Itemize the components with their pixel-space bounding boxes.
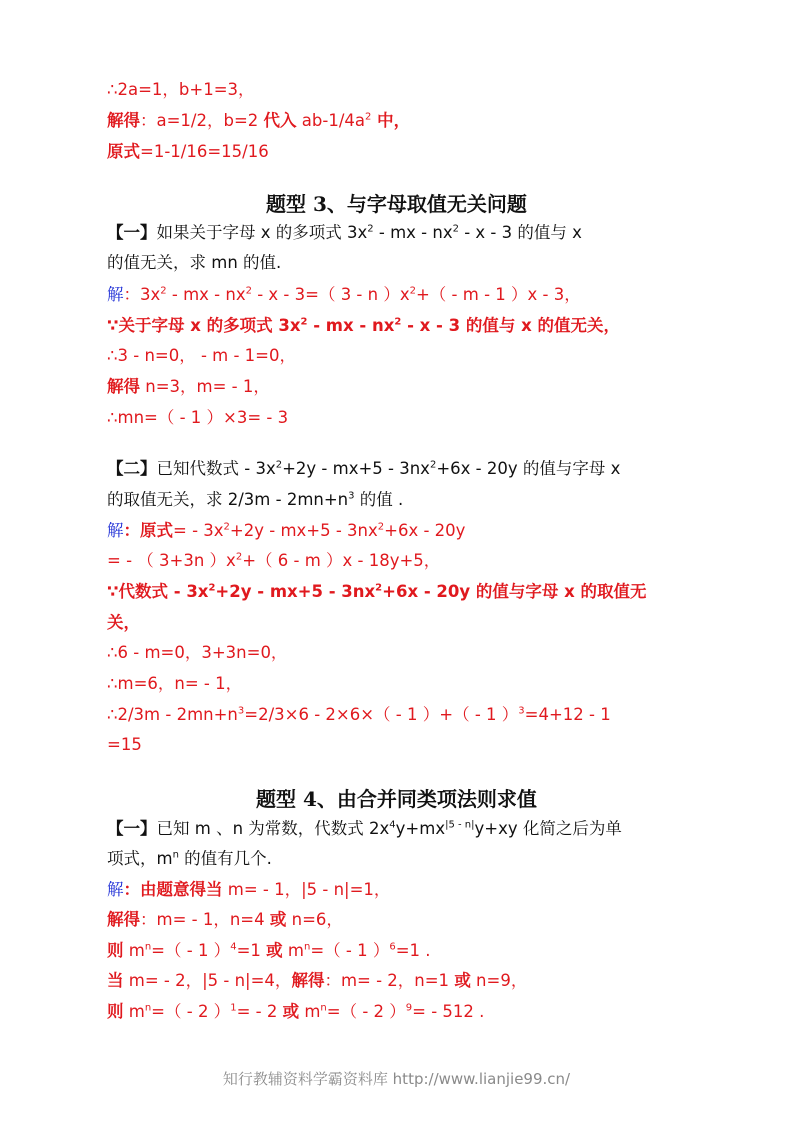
sec3-a1-line-3: ∴3 - n=0， - m - 1=0， [107, 346, 297, 365]
sec3-q2-line-1: 【二】已知代数式 - $3x^2+2y - mx+5 - 3nx^2+6x - 20y$ 的值与字母 x [107, 459, 621, 478]
sec3-q1-line-1: 【一】如果关于字母 x 的多项式 $3x^2$ - mx - $nx^2$ - x - 3 的值与 x [107, 223, 582, 242]
sec3-q2-line-2: 的取值无关，求 $2/3m - 2mn+n^3$ 的值 . [107, 490, 404, 509]
sec4-a1-line-5: 则 $m^n=( - 2$ ）$^1$= - 2 或 $m^n=( - 2$ ）$^9$= - 512 . [107, 1002, 485, 1021]
sec3-a1-line-4: 解得 n=3，m= - 1， [107, 377, 270, 396]
sec4-a1-line-2: 解得：m= - 1，n=4 或 n=6， [107, 910, 343, 929]
sec3-a2-line-2: = - （ 3+3n ）$x^2+$（ 6 - m ）x - 18y+5， [107, 551, 441, 570]
sec3-a2-line-5: ∴6 - m=0，3+3n=0， [107, 643, 288, 662]
sec3-a1-line-2: ∵关于字母 x 的多项式 $3x^2$ - mx - $nx^2$ - x - 3 的值与 x 的值无关， [107, 316, 621, 335]
sec3-a2-line-1: 解：原式= - $3x^2+2y - mx+5 - 3nx^2+6x - 20y$ [107, 521, 466, 540]
sec3-a2-line-4: 关， [107, 613, 140, 632]
sec3-a2-line-8: =15 [107, 735, 142, 754]
section-3-title: 题型 3、与字母取值无关问题 [266, 192, 527, 216]
sec4-a1-line-1: 解：由题意得当 m= - 1，|5 - n|=1， [107, 880, 391, 899]
sec2-line-1: ∴2a=1，b+1=3， [107, 80, 255, 99]
sec4-a1-line-3: 则 $m^n=( - 1$ ）$^4$=1 或 $m^n=( - 1$ ）$^6$=1 . [107, 941, 431, 960]
sec3-a2-line-3: ∵代数式 - $3x^2+2y - mx+5 - 3nx^2+6x - 20y$ 的值与字母 x 的取值无 [107, 582, 647, 601]
sec2-line-3: 原式=1-1/16=15/16 [107, 142, 269, 161]
sec3-a2-line-6: ∴m=6，n= - 1， [107, 674, 243, 693]
footer-source: 知行教辅资料学霸资料库 http://www.lianjie99.cn/ [222, 1070, 571, 1088]
sec3-a1-line-5: ∴mn=（ - 1 ）×3= - 3 [107, 408, 289, 427]
sec4-a1-line-4: 当 m= - 2，|5 - n|=4，解得：m= - 2，n=1 或 n=9， [107, 971, 528, 990]
sec2-line-2: 解得：a=1/2，b=2 代入 $ab-1/4a^2$ 中， [107, 111, 411, 130]
sec3-a2-line-7: ∴2/3m - $2mn+n^3=2/3\times 6 - 2\times 6\times( - 1$ ）+（ - 1 ）$^3$=4+12 - 1 [107, 705, 611, 724]
section-4-title: 题型 4、由合并同类项法则求值 [256, 787, 537, 811]
sec4-q1-line-1: 【一】已知 m 、n 为常数，代数式 $2x^4y+mx^{|5 - n|}y+xy$ 化简之后为单 [107, 819, 622, 838]
sec4-q1-line-2: 项式，$m^n$ 的值有几个. [107, 849, 272, 868]
sec3-q1-line-2: 的值无关，求 mn 的值. [107, 253, 282, 272]
sec3-a1-line-1: 解：$3x^2$ - mx - $nx^2 - x - 3=$（ 3 - n ）$x^2+( - m - 1$ ）x - 3， [107, 285, 581, 304]
